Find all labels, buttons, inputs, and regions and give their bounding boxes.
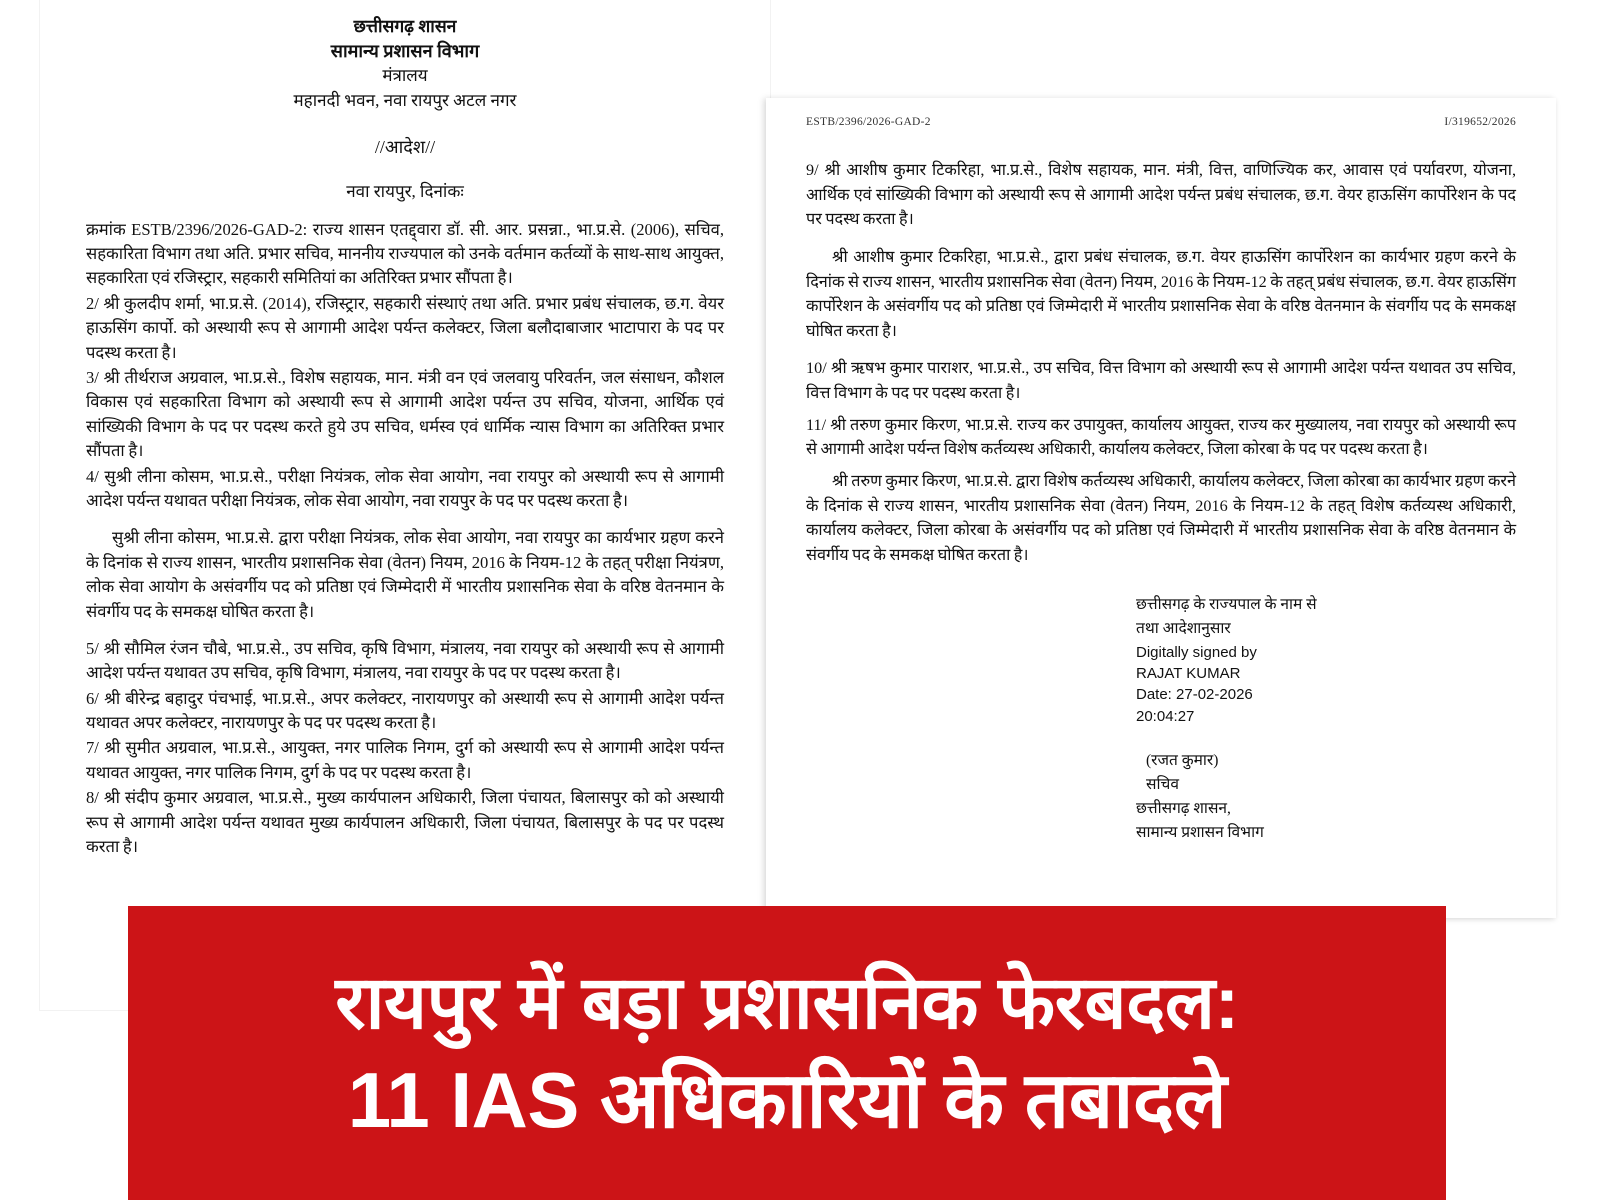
order-clause-6: 6/ श्री बीरेन्द्र बहादुर पंचभाई, भा.प्र.से., अपर कलेक्टर, नारायणपुर को अस्थायी रूप से आगामी आदेश पर्यन्त यथावत अपर कलेक्टर, नारायणपुर के पद पर पदस्थ करता है।	[86, 688, 724, 733]
headline-banner	[128, 906, 1446, 1200]
order-clause-7: 7/ श्री सुमीत अग्रवाल, भा.प्र.से., आयुक्त, नगर पालिक निगम, दुर्ग को अस्थायी रूप से आगामी आदेश पर्यन्त यथावत आयुक्त, नगर पालिक निगम, दुर्ग के पद पर पदस्थ करता है।	[86, 738, 724, 782]
headline-line-2: 11 IAS अधिकारियों के तबादले	[347, 1055, 1227, 1144]
header-file-number: ESTB/2396/2026-GAD-2	[806, 116, 931, 128]
order-clause-5: 5/ श्री सौमिल रंजन चौबे, भा.प्र.से., उप सचिव, कृषि विभाग, मंत्रालय, नवा रायपुर को अस्थायी रूप से आगामी आदेश पर्यन्त यथावत उप सचिव, कृषि विभाग, मंत्रालय, नवा रायपुर के पद पर पदस्थ करता है।	[86, 638, 724, 683]
page-2-body	[806, 158, 1516, 567]
order-clause-4-note: सुश्री लीना कोसम, भा.प्र.से. द्वारा परीक्षा नियंत्रक, लोक सेवा आयोग, नवा रायपुर का कार्यभार ग्रहण करने के दिनांक से राज्य शासन, भारतीय प्रशासनिक सेवा (वेतन) नियम, 2016 के नियम-12 के तहत् परीक्षा नियंत्रण, लोक सेवा आयोग के असंवर्गीय पद को प्रतिष्ठा एवं जिम्मेदारी में भारतीय प्रशासनिक सेवा के वरिष्ठ वेतनमान के संवर्गीय पद के समकक्ष घोषित करता है।	[86, 528, 724, 621]
digital-signature	[1136, 642, 1516, 727]
header-line-address: महानदी भवन, नवा रायपुर अटल नगर	[293, 90, 517, 110]
header-line-ministry: मंत्रालय	[382, 66, 428, 86]
order-title: //आदेश//	[374, 136, 436, 157]
header-line-government: छत्तीसगढ़ शासन	[353, 16, 457, 36]
signatory-designation: सचिव	[1146, 776, 1179, 794]
signatory-name: (रजत कुमार)	[1146, 752, 1219, 770]
order-clause-9: 9/ श्री आशीष कुमार टिकरिहा, भा.प्र.से., विशेष सहायक, मान. मंत्री, वित्त, वाणिज्यिक कर, आवास एवं पर्यावरण, योजना, आर्थिक एवं सांख्यिकी विभाग को अस्थायी रूप से आगामी आदेश पर्यन्त प्रबंध संचालक, छ.ग. वेयर हाऊसिंग कार्पोरेशन के पद पर पदस्थ करता है।	[806, 161, 1516, 229]
digital-signature-date: Date: 27-02-2026	[1136, 686, 1253, 704]
signature-authority-line-2: तथा आदेशानुसार	[1136, 619, 1231, 637]
header-dispatch-number: I/319652/2026	[1444, 116, 1516, 128]
signature-authority-line-1: छत्तीसगढ़ के राज्यपाल के नाम से	[1136, 596, 1317, 614]
header-line-department: सामान्य प्रशासन विभाग	[330, 40, 480, 61]
document-header	[86, 14, 724, 113]
place-and-date: नवा रायपुर, दिनांकः	[346, 181, 464, 201]
headline-line-1: रायपुर में बड़ा प्रशासनिक फेरबदल:	[335, 961, 1239, 1045]
order-clause-11-note: श्री तरुण कुमार किरण, भा.प्र.से. द्वारा विशेष कर्तव्यस्थ अधिकारी, कार्यालय कलेक्टर, जिला कोरबा का कार्यभार ग्रहण करने के दिनांक से राज्य शासन, भारतीय प्रशासनिक सेवा (वेतन) नियम, 2016 के नियम-12 के तहत् विशेष कर्तव्यस्थ अधिकारी, कार्यालय कलेक्टर, जिला कोरबा के असंवर्गीय पद को प्रतिष्ठा एवं जिम्मेदारी में भारतीय प्रशासनिक सेवा के वरिष्ठ वेतनमान के संवर्गीय पद के समकक्ष घोषित करता है।	[806, 471, 1516, 564]
order-clause-11: 11/ श्री तरुण कुमार किरण, भा.प्र.से. राज्य कर उपायुक्त, कार्यालय आयुक्त, राज्य कर मुख्यालय, नवा रायपुर को अस्थायी रूप से आगामी आदेश पर्यन्त विशेष कर्तव्यस्थ अधिकारी, कार्यालय कलेक्टर, जिला कोरबा के पद पर पदस्थ करता है।	[806, 415, 1516, 459]
signatory-details	[1136, 749, 1516, 845]
order-clause-8: 8/ श्री संदीप कुमार अग्रवाल, भा.प्र.से., मुख्य कार्यपालन अधिकारी, जिला पंचायत, बिलासपुर को को अस्थायी रूप से आगामी आदेश पर्यन्त यथावत मुख्य कार्यपालन अधिकारी, जिला पंचायत, बिलासपुर के पद पर पदस्थ करता है।	[86, 788, 724, 857]
order-page-2	[766, 98, 1556, 918]
signatory-government: छत्तीसगढ़ शासन,	[1136, 800, 1231, 818]
signature-block	[1136, 593, 1516, 845]
order-clause-10: 10/ श्री ऋषभ कुमार पाराशर, भा.प्र.से., उप सचिव, वित्त विभाग को अस्थायी रूप से आगामी आदेश पर्यन्त यथावत उप सचिव, वित्त विभाग के पद पर पदस्थ करता है।	[806, 359, 1516, 402]
order-clause-9-note: श्री आशीष कुमार टिकरिहा, भा.प्र.से., द्वारा प्रबंध संचालक, छ.ग. वेयर हाऊसिंग कार्पोरेशन का कार्यभार ग्रहण करने के दिनांक से राज्य शासन, भारतीय प्रशासनिक सेवा (वेतन) नियम, 2016 के नियम-12 के तहत् प्रबंध संचालक, छ.ग. वेयर हाऊसिंग कार्पोरेशन के असंवर्गीय पद को प्रतिष्ठा एवं जिम्मेदारी में भारतीय प्रशासनिक सेवा के वरिष्ठ वेतनमान के संवर्गीय पद के समकक्ष घोषित करता है।	[806, 247, 1516, 340]
digital-signature-label: Digitally signed by	[1136, 643, 1257, 661]
order-clause-1: क्रमांक ESTB/2396/2026-GAD-2: राज्य शासन एतद्द्वारा डॉ. सी. आर. प्रसन्ना., भा.प्र.से. (2006), सचिव, सहकारिता विभाग तथा अति. प्रभार सचिव, माननीय राज्यपाल को उनके वर्तमान कर्तव्यों के साथ-साथ आयुक्त, सहकारिता एवं रजिस्ट्रार, सहकारी समितियां का अतिरिक्त प्रभार सौंपता है।	[86, 219, 724, 288]
signatory-department: सामान्य प्रशासन विभाग	[1136, 824, 1264, 842]
order-page-1	[40, 0, 770, 1010]
digital-signature-name: RAJAT KUMAR	[1136, 665, 1241, 683]
order-clause-2: 2/ श्री कुलदीप शर्मा, भा.प्र.से. (2014), रजिस्ट्रार, सहकारी संस्थाएं तथा अति. प्रभार प्रबंध संचालक, छ.ग. वेयर हाऊसिंग कार्पो. को अस्थायी रूप से आगामी आदेश पर्यन्त कलेक्टर, जिला बलौदाबाजार भाटापारा के पद पर पदस्थ करता है।	[86, 293, 724, 362]
digital-signature-time: 20:04:27	[1136, 707, 1195, 725]
order-clause-3: 3/ श्री तीर्थराज अग्रवाल, भा.प्र.से., विशेष सहायक, मान. मंत्री वन एवं जलवायु परिवर्तन, जल संसाधन, कौशल विकास एवं सहकारिता विभाग को अस्थायी रूप से आगामी आदेश पर्यन्त उप सचिव, योजना, आर्थिक एवं सांख्यिकी विभाग के पद पर पदस्थ करते हुये उप सचिव, धर्मस्व एवं धार्मिक न्यास विभाग का अतिरिक्त प्रभार सौंपता है।	[86, 367, 724, 461]
page-2-header	[806, 116, 1516, 128]
order-clause-4: 4/ सुश्री लीना कोसम, भा.प्र.से., परीक्षा नियंत्रक, लोक सेवा आयोग, नवा रायपुर को अस्थायी रूप से आगामी आदेश पर्यन्त यथावत परीक्षा नियंत्रक, लोक सेवा आयोग, नवा रायपुर के पद पर पदस्थ करता है।	[86, 466, 724, 510]
